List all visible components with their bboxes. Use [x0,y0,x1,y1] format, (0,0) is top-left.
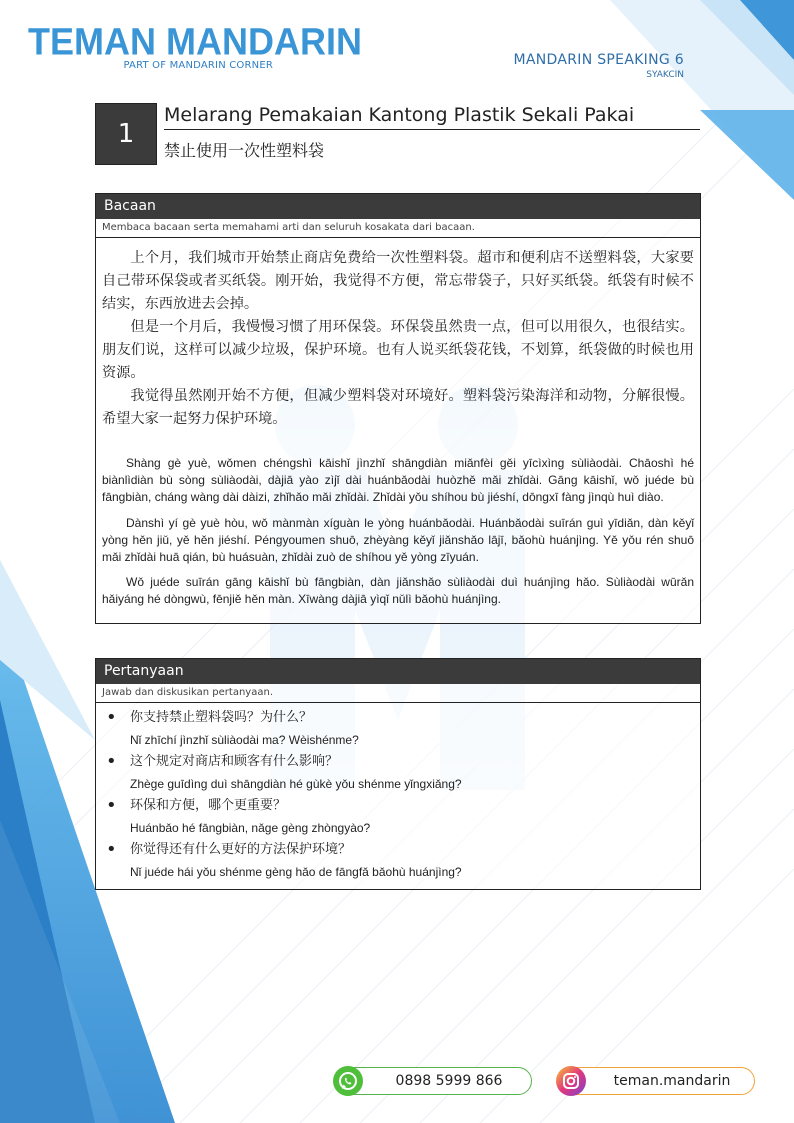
lesson-number: 1 [95,103,157,165]
whatsapp-contact[interactable] [334,1067,532,1095]
course-author: SYAKCIN [646,70,684,80]
question-list [96,703,700,889]
questions-section [95,658,701,890]
question-chinese: • 你支持禁止塑料袋吗？为什么？ [130,710,313,725]
questions-heading: Pertanyaan [96,659,700,684]
chinese-paragraph: 上个月，我们城市开始禁止商店免费给一次性塑料袋。超市和便利店不送塑料袋，大家要自己带环保袋或者买纸袋。刚开始，我觉得不方便，常忘带袋子，只好买纸袋。纸袋有时候不结实，东西放进去会掉。 [102,250,694,312]
question-pinyin: Nǐ juéde hái yǒu shénme gèng hǎo de fāngfǎ bǎohù huánjìng? [130,865,462,879]
course-info [514,52,684,80]
lesson-title: Melarang Pemakaian Kantong Plastik Sekali Pakai [164,104,700,130]
question-chinese: • 你觉得还有什么更好的方法保护环境？ [130,842,352,857]
instagram-handle: teman.mandarin [613,1073,731,1089]
lesson-title-chinese: 禁止使用一次性塑料袋 [164,141,325,160]
brand-subtitle: PART OF MANDARIN CORNER [123,60,273,71]
pinyin-paragraph: Shàng gè yuè, wǒmen chéngshì kāishǐ jìnzhǐ shāngdiàn miǎnfèi gěi yīcìxìng sùliàodài. Chāoshì hé biànlìdiàn bù sòng sùliàodài, dàjiā yào zìjǐ dài huánbǎodài huòzhě mǎi zhǐdài. Gāng kāishǐ, wǒ juéde bù fāngbiàn, cháng wàng dài dàizi, zhǐhǎo mǎi zhǐdài. Zhǐdài yǒu shíhou bù jiéshí, dōngxī fàng jìnqù huì diào. [102,456,694,505]
chinese-paragraph: 我觉得虽然刚开始不方便，但减少塑料袋对环境好。塑料袋污染海洋和动物，分解很慢。希望大家一起努力保护环境。 [102,388,694,427]
reading-chinese-text [96,238,700,431]
question-pinyin: Nǐ zhīchí jìnzhǐ sùliàodài ma? Wèishénme? [130,733,359,747]
questions-instruction: Jawab dan diskusikan pertanyaan. [96,684,700,703]
question-item [106,751,700,795]
question-item [106,839,700,883]
question-pinyin: Zhège guīdìng duì shāngdiàn hé gùkè yǒu shénme yǐngxiǎng? [130,777,462,791]
question-item [106,707,700,751]
chinese-paragraph: 但是一个月后，我慢慢习惯了用环保袋。环保袋虽然贵一点，但可以用很久，也很结实。朋友们说，这样可以减少垃圾，保护环境。也有人说买纸袋花钱，不划算，纸袋做的时候也用资源。 [102,319,694,381]
brand-logo [28,19,362,71]
phone-number: 0898 5999 866 [395,1073,503,1089]
question-chinese: • 这个规定对商店和顾客有什么影响？ [130,754,339,769]
question-item [106,795,700,839]
instagram-contact[interactable] [557,1067,755,1095]
instagram-icon [556,1066,586,1096]
pinyin-paragraph: Dànshì yí gè yuè hòu, wǒ mànmàn xíguàn le yòng huánbǎodài. Huánbǎodài suīrán guì yīdiǎn, dàn kěyǐ yòng hěn jiǔ, yě hěn jiéshí. Péngyoumen shuō, zhèyàng kěyǐ jiǎnshǎo lājī, bǎohù huánjìng. Yě yǒu rén shuō mǎi zhǐdài huā qián, bù huásuàn, zhǐdài zuò de shíhou yě yòng zīyuán. [102,515,694,565]
reading-pinyin-text [96,431,700,623]
question-chinese: • 环保和方便，哪个更重要？ [130,798,287,813]
reading-instruction: Membaca bacaan serta memahami arti dan seluruh kosakata dari bacaan. [96,219,700,238]
whatsapp-icon [333,1066,363,1096]
course-title: MANDARIN SPEAKING 6 [513,52,684,68]
brand-title: TEMAN MANDARIN [28,19,362,63]
pinyin-paragraph: Wǒ juéde suīrán gāng kāishǐ bù fāngbiàn, dàn jiǎnshǎo sùliàodài duì huánjìng hǎo. Sùliàodài wūrǎn hǎiyáng hé dòngwù, fēnjiě hěn màn. Xīwàng dàjiā yìqǐ nǔlì bǎohù huánjìng. [102,575,694,607]
reading-heading: Bacaan [96,194,700,219]
question-pinyin: Huánbǎo hé fāngbiàn, nǎge gèng zhòngyào? [130,821,371,835]
reading-section [95,193,701,624]
